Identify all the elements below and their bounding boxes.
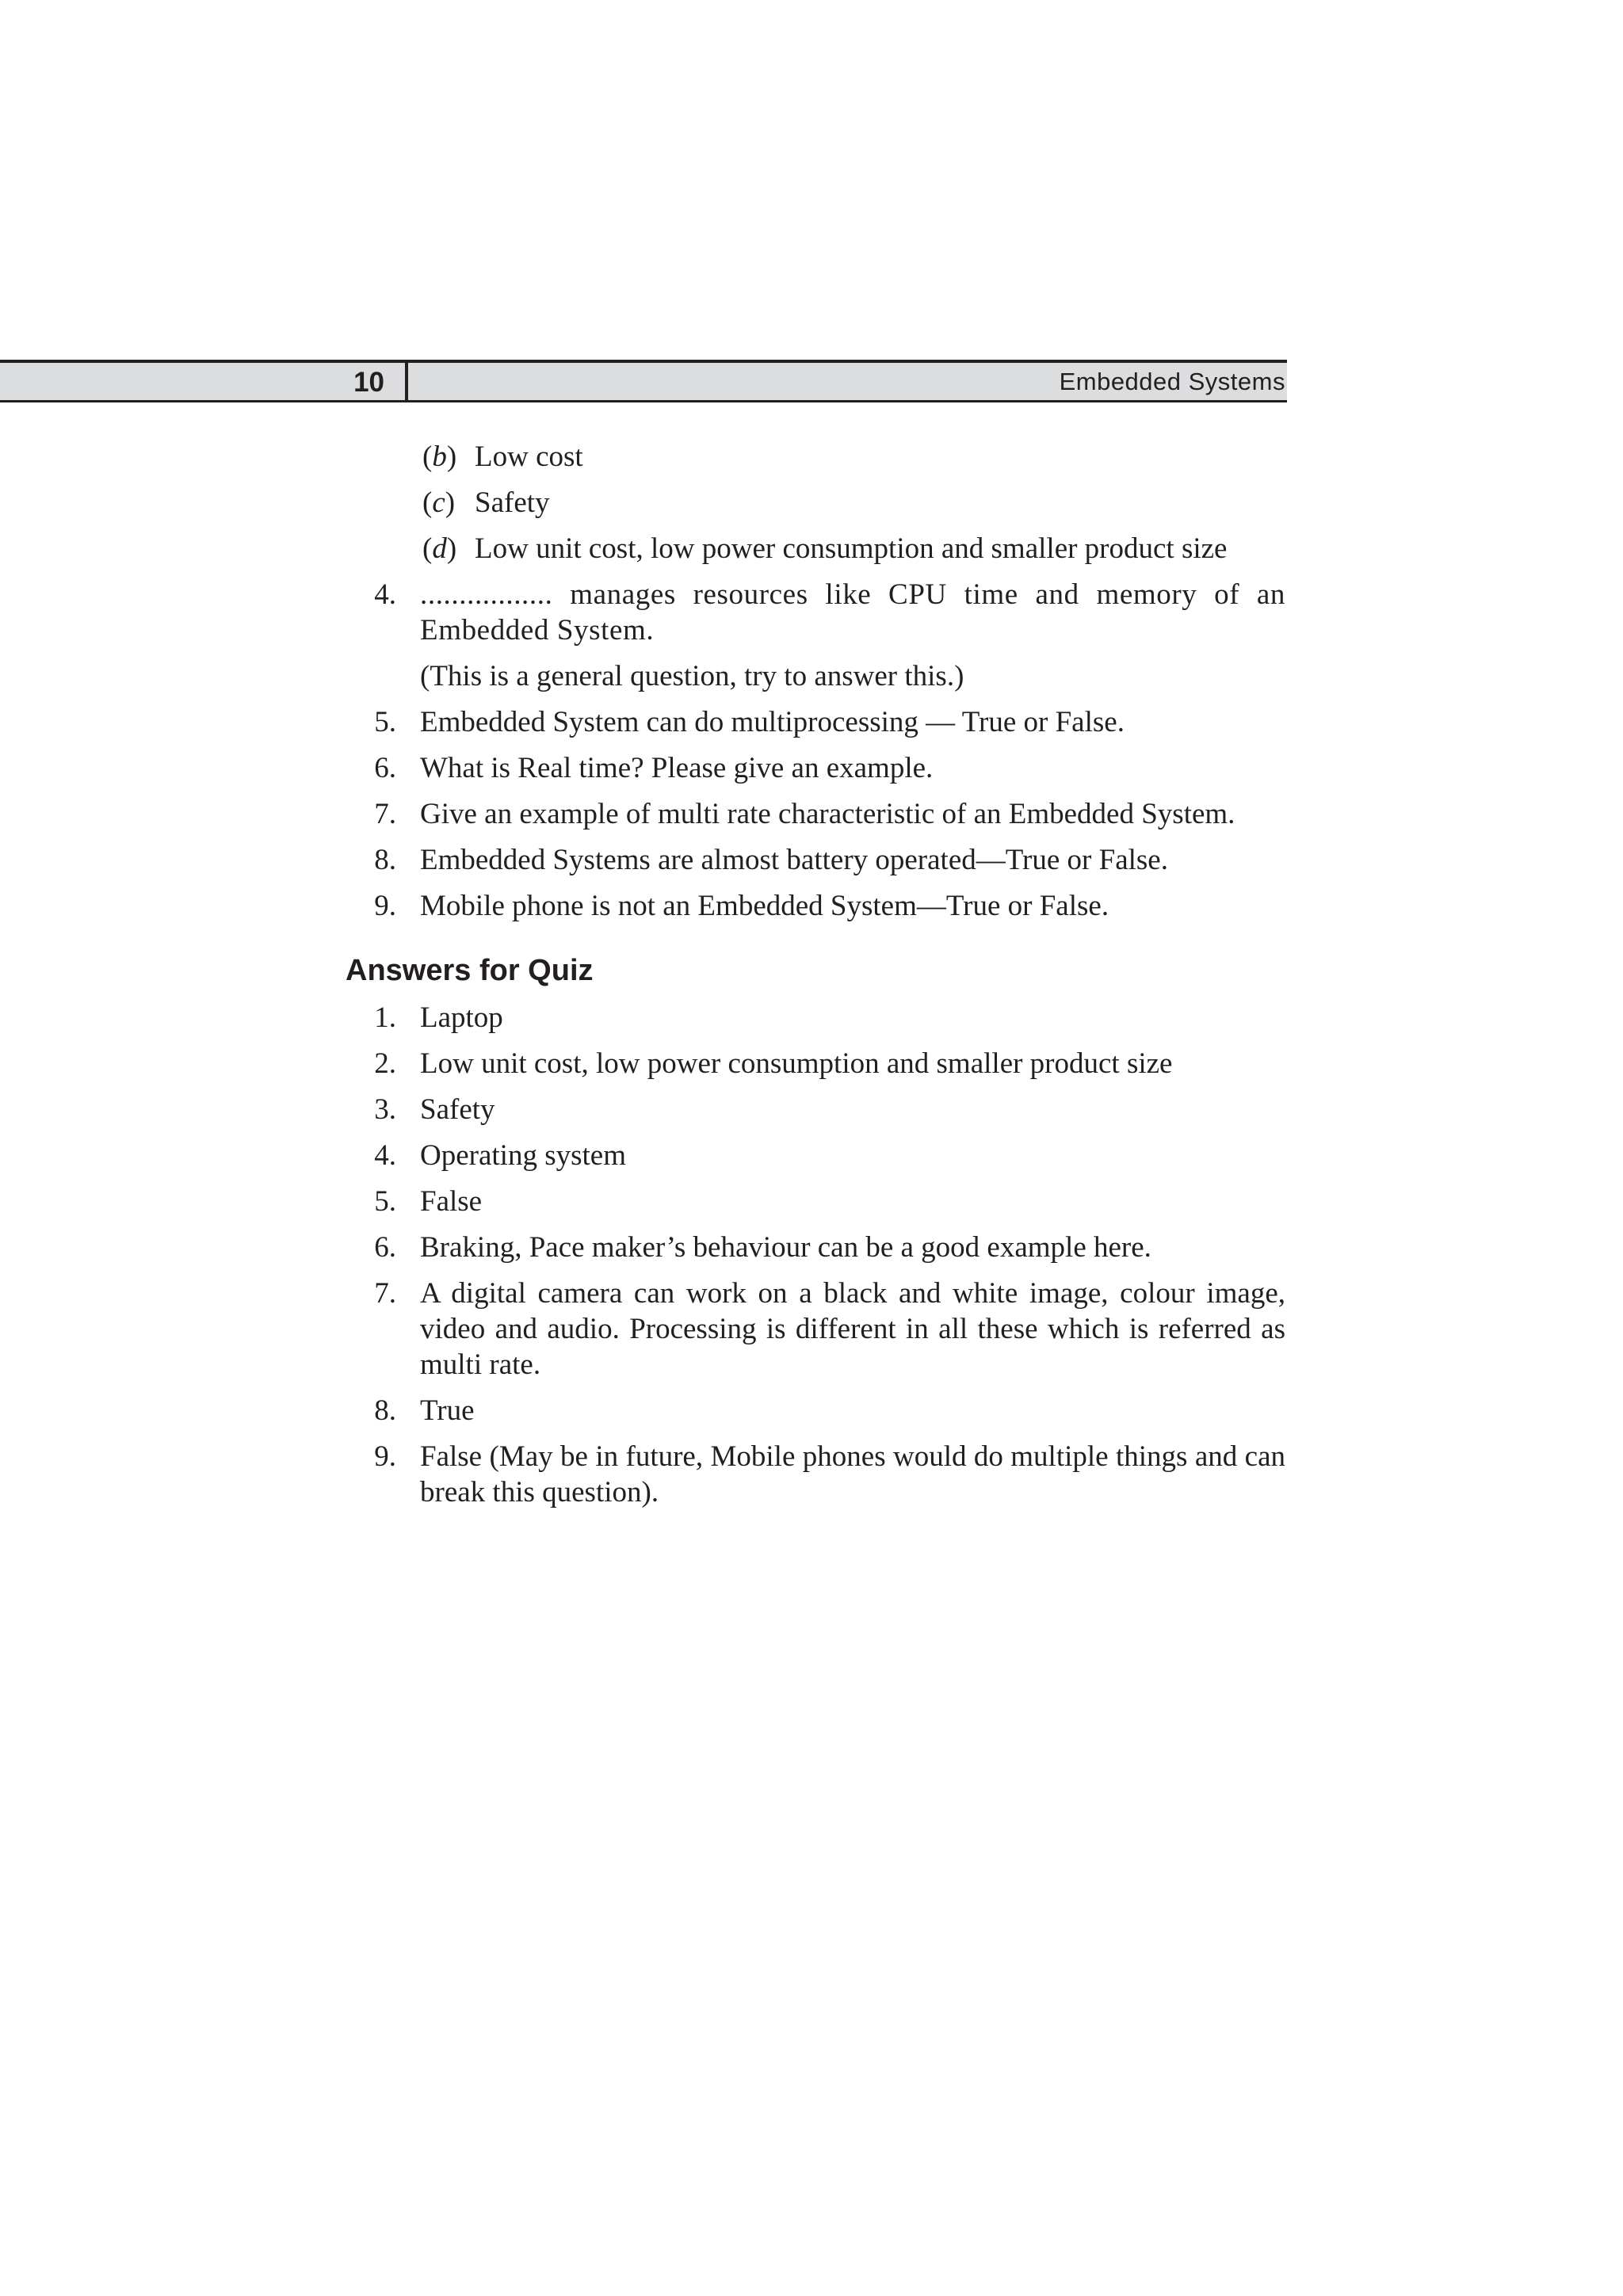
quiz-item-text: Mobile phone is not an Embedded System—True or False. xyxy=(420,890,1109,922)
option-text-d: Low unit cost, low power consumption and smaller product size xyxy=(475,532,1228,565)
answer-text: Low unit cost, low power consumption and smaller product size xyxy=(420,1047,1173,1080)
answer-number: 7. xyxy=(374,1277,396,1310)
quiz-item-text: What is Real time? Please give an example. xyxy=(420,752,934,784)
quiz-item-text: ................. manages resources like CPU time and memory of an Embedded System. xyxy=(420,578,1285,646)
answer-text: Laptop xyxy=(420,1001,503,1034)
answer-number: 6. xyxy=(374,1231,396,1264)
answer-text: False (May be in future, Mobile phones would do multiple things and can break this question). xyxy=(420,1440,1285,1508)
answers-heading: Answers for Quiz xyxy=(346,954,594,987)
quiz-item-text: Embedded System can do multiprocessing — True or False. xyxy=(420,706,1125,738)
page-number-box xyxy=(0,363,408,400)
answer-text: Braking, Pace maker’s behaviour can be a good example here. xyxy=(420,1231,1151,1264)
quiz-item-note: (This is a general question, try to answer this.) xyxy=(420,660,964,692)
answer-number: 9. xyxy=(374,1440,396,1473)
quiz-item-number: 4. xyxy=(374,578,396,611)
option-text-b: Low cost xyxy=(475,441,583,473)
running-header xyxy=(0,360,1287,402)
answer-number: 8. xyxy=(374,1394,396,1427)
page-number: 10 xyxy=(353,367,384,398)
answer-text: Operating system xyxy=(420,1139,626,1172)
option-label-b: (b) xyxy=(422,441,457,473)
answer-number: 2. xyxy=(374,1047,396,1080)
answer-text: True xyxy=(420,1394,475,1427)
quiz-item-number: 8. xyxy=(374,844,396,876)
quiz-item-number: 5. xyxy=(374,706,396,738)
answer-text: A digital camera can work on a black and white image, colour image, video and audio. Processing is different in all these which is referred as multi rate. xyxy=(420,1277,1285,1381)
answer-number: 5. xyxy=(374,1185,396,1218)
quiz-item-number: 7. xyxy=(374,798,396,830)
answer-number: 1. xyxy=(374,1001,396,1034)
answer-number: 3. xyxy=(374,1093,396,1126)
quiz-item-text: Give an example of multi rate characteristic of an Embedded System. xyxy=(420,798,1235,830)
answer-text: False xyxy=(420,1185,483,1218)
quiz-item-number: 6. xyxy=(374,752,396,784)
quiz-item-number: 9. xyxy=(374,890,396,922)
option-text-c: Safety xyxy=(475,486,550,519)
running-title: Embedded Systems xyxy=(1059,368,1285,395)
option-label-c: (c) xyxy=(422,486,456,519)
answer-text: Safety xyxy=(420,1093,495,1126)
quiz-item-text: Embedded Systems are almost battery operated—True or False. xyxy=(420,844,1168,876)
option-label-d: (d) xyxy=(422,532,457,565)
answer-number: 4. xyxy=(374,1139,396,1172)
